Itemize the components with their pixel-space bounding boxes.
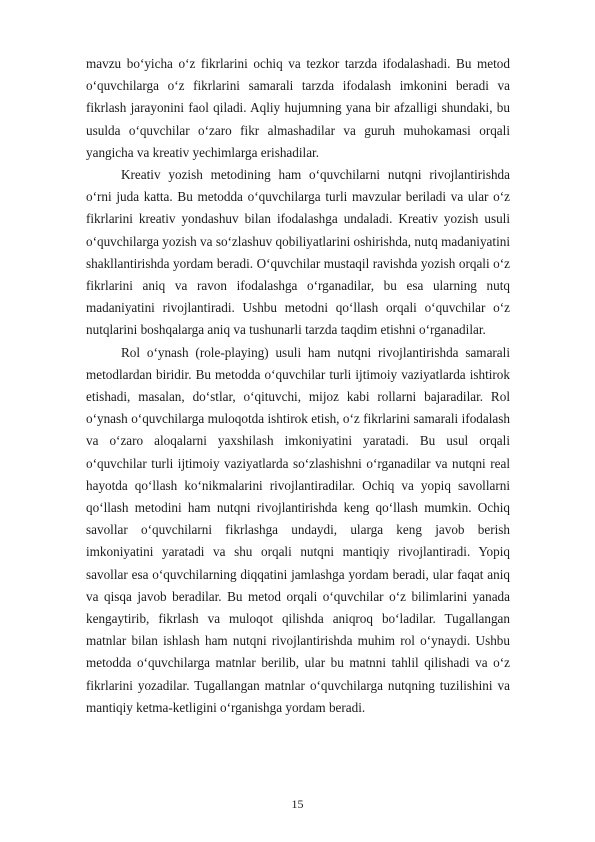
- paragraph-role-playing: Rol o‘ynash (role-playing) usuli ham nutqni rivojlantirishda samarali metodlardan biridir. Bu metodda o‘quvchilar turli ijtimoiy vaziyatlarda ishtirok etishadi, masalan, do‘stlar, o‘qituvchi, mijoz kabi rollarni bajaradilar. Rol o‘ynash o‘quvchilarga muloqotda ishtirok etish, o‘z fikrlarini samarali ifodalash va o‘zaro aloqalarni yaxshilash imkoniyatini yaratadi. Bu usul orqali o‘quvchilar turli ijtimoiy vaziyatlarda so‘zlashishni o‘rganadilar va nutqni real hayotda qo‘llash ko‘nikmalarini rivojlantiradilar. Ochiq va yopiq savollarni qo‘llash metodini ham nutqni rivojlantirishda keng qo‘llash mumkin. Ochiq savollar o‘quvchilarni fikrlashga undaydi, ularga keng javob berish imkoniyatini yaratadi va shu orqali nutqni mantiqiy rivojlantiradi. Yopiq savollar esa o‘quvchilarning diqqatini jamlashga yordam beradi, ular faqat aniq va qisqa javob beradilar. Bu metod orqali o‘quvchilar o‘z bilimlarini yanada kengaytirib, fikrlash va muloqot qilishda aniqroq bo‘ladilar. Tugallangan matnlar bilan ishlash ham nutqni rivojlantirishda muhim rol o‘ynaydi. Ushbu metodda o‘quvchilarga matnlar berilib, ular bu matnni tahlil qilishadi va o‘z fikrlarini yozadilar. Tugallangan matnlar o‘quvchilarga nutqning tuzilishini va mantiqiy ketma-ketligini o‘rganishga yordam beradi.: [86, 344, 510, 715]
- paragraph-creative-writing: Kreativ yozish metodining ham o‘quvchilarni nutqni rivojlantirishda o‘rni juda katta. Bu metodda o‘quvchilarga turli mavzular beriladi va ular o‘z fikrlarini kreativ yondashuv bilan ifodalashga undaladi. Kreativ yozish usuli o‘quvchilarga yozish va so‘zlashuv qobiliyatlarini oshirishda, nutq madaniyatini shakllantirishda yordam beradi. O‘quvchilar mustaqil ravishda yozish orqali o‘z fikrlarini aniq va ravon ifodalashga o‘rganadilar, bu esa ularning nutq madaniyatini rivojlantiradi. Ushbu metodni qo‘llash orqali o‘quvchilar o‘z nutqlarini boshqalarga aniq va tushunarli tarzda taqdim etishni o‘rganadilar.: [86, 167, 510, 338]
- page-number: 15: [291, 797, 304, 811]
- body-text: [86, 53, 510, 719]
- paragraph-continuation: mavzu bo‘yicha o‘z fikrlarini ochiq va tezkor tarzda ifodalashadi. Bu metod o‘quvchilarga o‘z fikrlarini samarali tarzda ifodalash imkonini beradi va fikrlash jarayonini faol qiladi. Aqliy hujumning yana bir afzalligi shundaki, bu usulda o‘quvchilar o‘zaro fikr almashadilar va guruh muhokamasi orqali yangicha va kreativ yechimlarga erishadilar.: [86, 56, 510, 160]
